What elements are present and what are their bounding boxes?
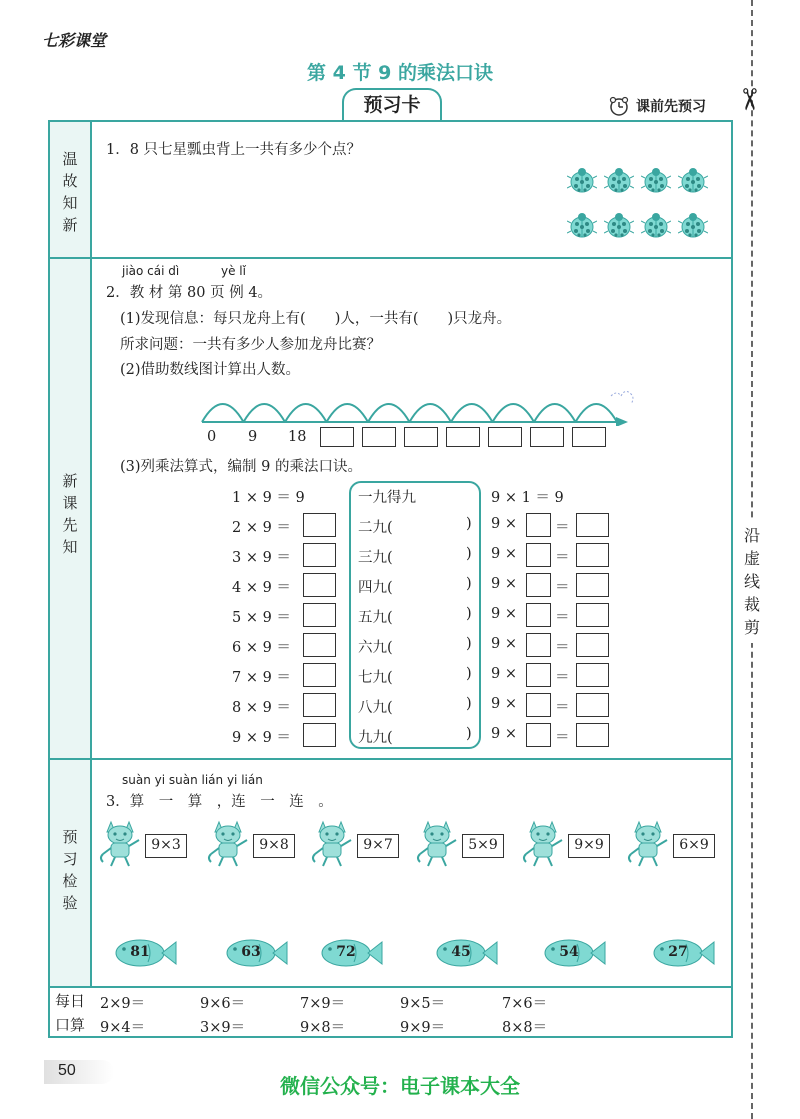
daily-item: 9×5＝ <box>400 996 446 1012</box>
rhyme-close-paren: ) <box>466 576 472 592</box>
lbl-new-char-3: 知 <box>62 538 78 556</box>
question-1: 1．8 只七星瓢虫背上一共有多少个点？ <box>106 142 362 158</box>
numline-blank-box[interactable] <box>362 427 396 447</box>
preview-tag <box>608 94 706 118</box>
ladybug-icon <box>604 211 634 239</box>
sidebar-divider <box>90 120 92 986</box>
rhyme-close-paren: ) <box>466 636 472 652</box>
section-title: 第 4 节 9 的乘法口诀 <box>307 62 493 84</box>
reversed-equals: ＝ <box>555 610 570 626</box>
reversed-prefix: 9 × <box>491 696 517 712</box>
cut-label: 沿虚线裁剪 <box>741 520 763 643</box>
product-answer-box[interactable] <box>303 603 336 627</box>
numline-blank-box[interactable] <box>446 427 480 447</box>
pinyin-jiaocaidi: jiào cái dì <box>122 264 180 278</box>
lbl-new-char-0: 新 <box>62 472 78 490</box>
numline-blank-box[interactable] <box>404 427 438 447</box>
question-3: 3．算 一 算 ，连 一 连 。 <box>106 794 333 810</box>
multiplication-equation: 1 × 9 ＝ 9 <box>232 490 305 506</box>
fish-number: 45 <box>451 944 471 960</box>
product-answer-box[interactable] <box>303 723 336 747</box>
expression-box[interactable]: 9×9 <box>568 834 610 858</box>
reversed-equals: ＝ <box>555 520 570 536</box>
row-divider-1 <box>48 257 733 259</box>
product-answer-box[interactable] <box>303 543 336 567</box>
multiplication-equation: 4 × 9 ＝ <box>232 580 291 596</box>
daily-item: 9×9＝ <box>400 1020 446 1036</box>
lbl-review-char-0: 温 <box>62 150 78 168</box>
multiplication-equation: 6 × 9 ＝ <box>232 640 291 656</box>
ladybug-icon <box>678 166 708 194</box>
fish-number: 72 <box>336 944 356 960</box>
multiplication-equation: 3 × 9 ＝ <box>232 550 291 566</box>
rhyme-text: 九九( <box>358 730 393 746</box>
numline-blank-box[interactable] <box>320 427 354 447</box>
lbl-check-char-3: 验 <box>62 894 78 912</box>
reversed-product-box[interactable] <box>576 573 609 597</box>
rhyme-close-paren: ) <box>466 726 472 742</box>
rhyme-close-paren: ) <box>466 516 472 532</box>
reversed-prefix: 9 × <box>491 666 517 682</box>
brand-logo: 七彩课堂 <box>42 33 107 50</box>
ladybug-icon <box>678 211 708 239</box>
rhyme-close-paren: ) <box>466 666 472 682</box>
daily-item: 7×9＝ <box>300 996 346 1012</box>
reversed-equals: ＝ <box>555 700 570 716</box>
cat-icon <box>99 816 145 868</box>
product-answer-box[interactable] <box>303 633 336 657</box>
numline-jump-arc <box>202 404 244 422</box>
factor-answer-box[interactable] <box>526 663 551 687</box>
step-1: (1)发现信息：每只龙舟上有( )人，一共有( )只龙舟。 <box>120 311 512 327</box>
numline-jump-arc <box>285 404 327 422</box>
cat-icon <box>207 816 253 868</box>
label-new-lesson <box>50 470 90 558</box>
multiplication-equation: 9 × 9 ＝ <box>232 730 291 746</box>
fish-number: 27 <box>668 944 688 960</box>
reversed-product-box[interactable] <box>576 663 609 687</box>
reversed-prefix: 9 × <box>491 726 517 742</box>
rhyme-text: 四九( <box>358 580 393 596</box>
reversed-product-box[interactable] <box>576 603 609 627</box>
expression-box[interactable]: 9×7 <box>357 834 399 858</box>
step-3: (3)列乘法算式，编制 9 的乘法口诀。 <box>120 459 362 475</box>
cat-icon <box>627 816 673 868</box>
reversed-prefix: 9 × <box>491 636 517 652</box>
numline-label-0: 0 <box>207 429 217 445</box>
label-daily-2: 口算 <box>54 1016 85 1034</box>
number-line <box>196 382 636 426</box>
numline-blank-box[interactable] <box>572 427 606 447</box>
reversed-prefix: 9 × <box>491 546 517 562</box>
rhyme-text: 一九得九 <box>358 490 416 506</box>
lbl-check-char-0: 预 <box>62 828 78 846</box>
rhyme-close-paren: ) <box>466 696 472 712</box>
pinyin-check: suàn yi suàn lián yi lián <box>122 773 263 787</box>
reversed-equals: ＝ <box>555 730 570 746</box>
daily-item: 8×8＝ <box>502 1020 548 1036</box>
reversed-product-box[interactable] <box>576 633 609 657</box>
numline-jump-arc <box>534 404 576 422</box>
rhyme-text: 六九( <box>358 640 393 656</box>
question-2: 2．教 材 第 80 页 例 4。 <box>106 285 273 301</box>
daily-item: 7×6＝ <box>502 996 548 1012</box>
expression-box[interactable]: 9×3 <box>145 834 187 858</box>
product-answer-box[interactable] <box>303 573 336 597</box>
fish-number: 81 <box>130 944 150 960</box>
numline-blank-box[interactable] <box>488 427 522 447</box>
reversed-equals: ＝ <box>555 640 570 656</box>
lbl-check-char-2: 检 <box>62 872 78 890</box>
multiplication-equation: 5 × 9 ＝ <box>232 610 291 626</box>
preview-label: 课前先预习 <box>636 99 706 115</box>
daily-item: 9×4＝ <box>100 1020 146 1036</box>
product-answer-box[interactable] <box>303 663 336 687</box>
reversed-equals: ＝ <box>555 550 570 566</box>
cat-icon <box>416 816 462 868</box>
expression-box[interactable]: 6×9 <box>673 834 715 858</box>
rhyme-text: 八九( <box>358 700 393 716</box>
multiplication-equation: 2 × 9 ＝ <box>232 520 291 536</box>
rhyme-text: 三九( <box>358 550 393 566</box>
row-divider-3 <box>48 986 733 988</box>
expression-box[interactable]: 9×8 <box>253 834 295 858</box>
rhyme-text: 二九( <box>358 520 393 536</box>
rhyme-text: 五九( <box>358 610 393 626</box>
clock-icon <box>608 95 630 117</box>
lbl-review-char-1: 故 <box>62 172 78 190</box>
lbl-new-char-2: 先 <box>62 516 78 534</box>
multiplication-equation: 8 × 9 ＝ <box>232 700 291 716</box>
factor-answer-box[interactable] <box>526 543 551 567</box>
lbl-new-char-1: 课 <box>62 494 78 512</box>
product-answer-box[interactable] <box>303 693 336 717</box>
expression-box[interactable]: 5×9 <box>462 834 504 858</box>
factor-answer-box[interactable] <box>526 723 551 747</box>
cat-icon <box>311 816 357 868</box>
lbl-check-char-1: 习 <box>62 850 78 868</box>
rhyme-close-paren: ) <box>466 606 472 622</box>
page-number: 50 <box>58 1062 76 1079</box>
reversed-prefix: 9 × <box>491 516 517 532</box>
step-2: (2)借助数线图计算出人数。 <box>120 362 301 378</box>
fish-number: 63 <box>241 944 261 960</box>
factor-answer-box[interactable] <box>526 633 551 657</box>
reversed-product-box[interactable] <box>576 723 609 747</box>
daily-item: 3×9＝ <box>200 1020 246 1036</box>
numline-jump-arc <box>410 404 452 422</box>
factor-answer-box[interactable] <box>526 693 551 717</box>
daily-item: 2×9＝ <box>100 996 146 1012</box>
reversed-equals: ＝ <box>555 670 570 686</box>
step-1-question: 所求问题：一共有多少人参加龙舟比赛？ <box>120 337 381 353</box>
reversed-product-box[interactable] <box>576 693 609 717</box>
factor-answer-box[interactable] <box>526 513 551 537</box>
product-answer-box[interactable] <box>303 513 336 537</box>
numline-jump-arc <box>368 404 410 422</box>
numline-label-18: 18 <box>288 429 307 445</box>
footer-watermark: 微信公众号：电子课本大全 <box>280 1074 520 1098</box>
fish-number: 54 <box>559 944 579 960</box>
label-daily-1: 每日 <box>54 992 85 1010</box>
numline-blank-box[interactable] <box>530 427 564 447</box>
reversed-prefix: 9 × <box>491 606 517 622</box>
card-title: 预习卡 <box>342 88 442 120</box>
reversed-prefix: 9 × <box>491 576 517 592</box>
numline-jump-arc <box>244 404 286 422</box>
daily-item: 9×6＝ <box>200 996 246 1012</box>
pinyin-yeli: yè lǐ <box>221 264 246 278</box>
numline-jump-arc <box>327 404 369 422</box>
ladybug-icon <box>641 211 671 239</box>
rhyme-text: 七九( <box>358 670 393 686</box>
label-review <box>50 148 90 236</box>
numline-jump-arc <box>493 404 535 422</box>
daily-item: 9×8＝ <box>300 1020 346 1036</box>
multiplication-equation: 7 × 9 ＝ <box>232 670 291 686</box>
ladybug-icon <box>604 166 634 194</box>
reversed-product-box[interactable] <box>576 543 609 567</box>
numline-jump-arc <box>451 404 493 422</box>
numline-label-9: 9 <box>248 429 258 445</box>
factor-answer-box[interactable] <box>526 603 551 627</box>
label-daily <box>50 989 90 1037</box>
label-check <box>50 826 90 914</box>
numline-jump-arc <box>576 404 618 422</box>
lbl-review-char-2: 知 <box>62 194 78 212</box>
lbl-review-char-3: 新 <box>62 216 78 234</box>
multiplication-equation-reversed: 9 × 1 ＝ 9 <box>491 490 564 506</box>
ladybug-icon <box>567 166 597 194</box>
ladybug-icon <box>641 166 671 194</box>
reversed-product-box[interactable] <box>576 513 609 537</box>
scissors-icon: ✂ <box>731 86 767 113</box>
cat-icon <box>522 816 568 868</box>
factor-answer-box[interactable] <box>526 573 551 597</box>
row-divider-2 <box>48 758 733 760</box>
rhyme-close-paren: ) <box>466 546 472 562</box>
reversed-equals: ＝ <box>555 580 570 596</box>
ladybug-icon <box>567 211 597 239</box>
